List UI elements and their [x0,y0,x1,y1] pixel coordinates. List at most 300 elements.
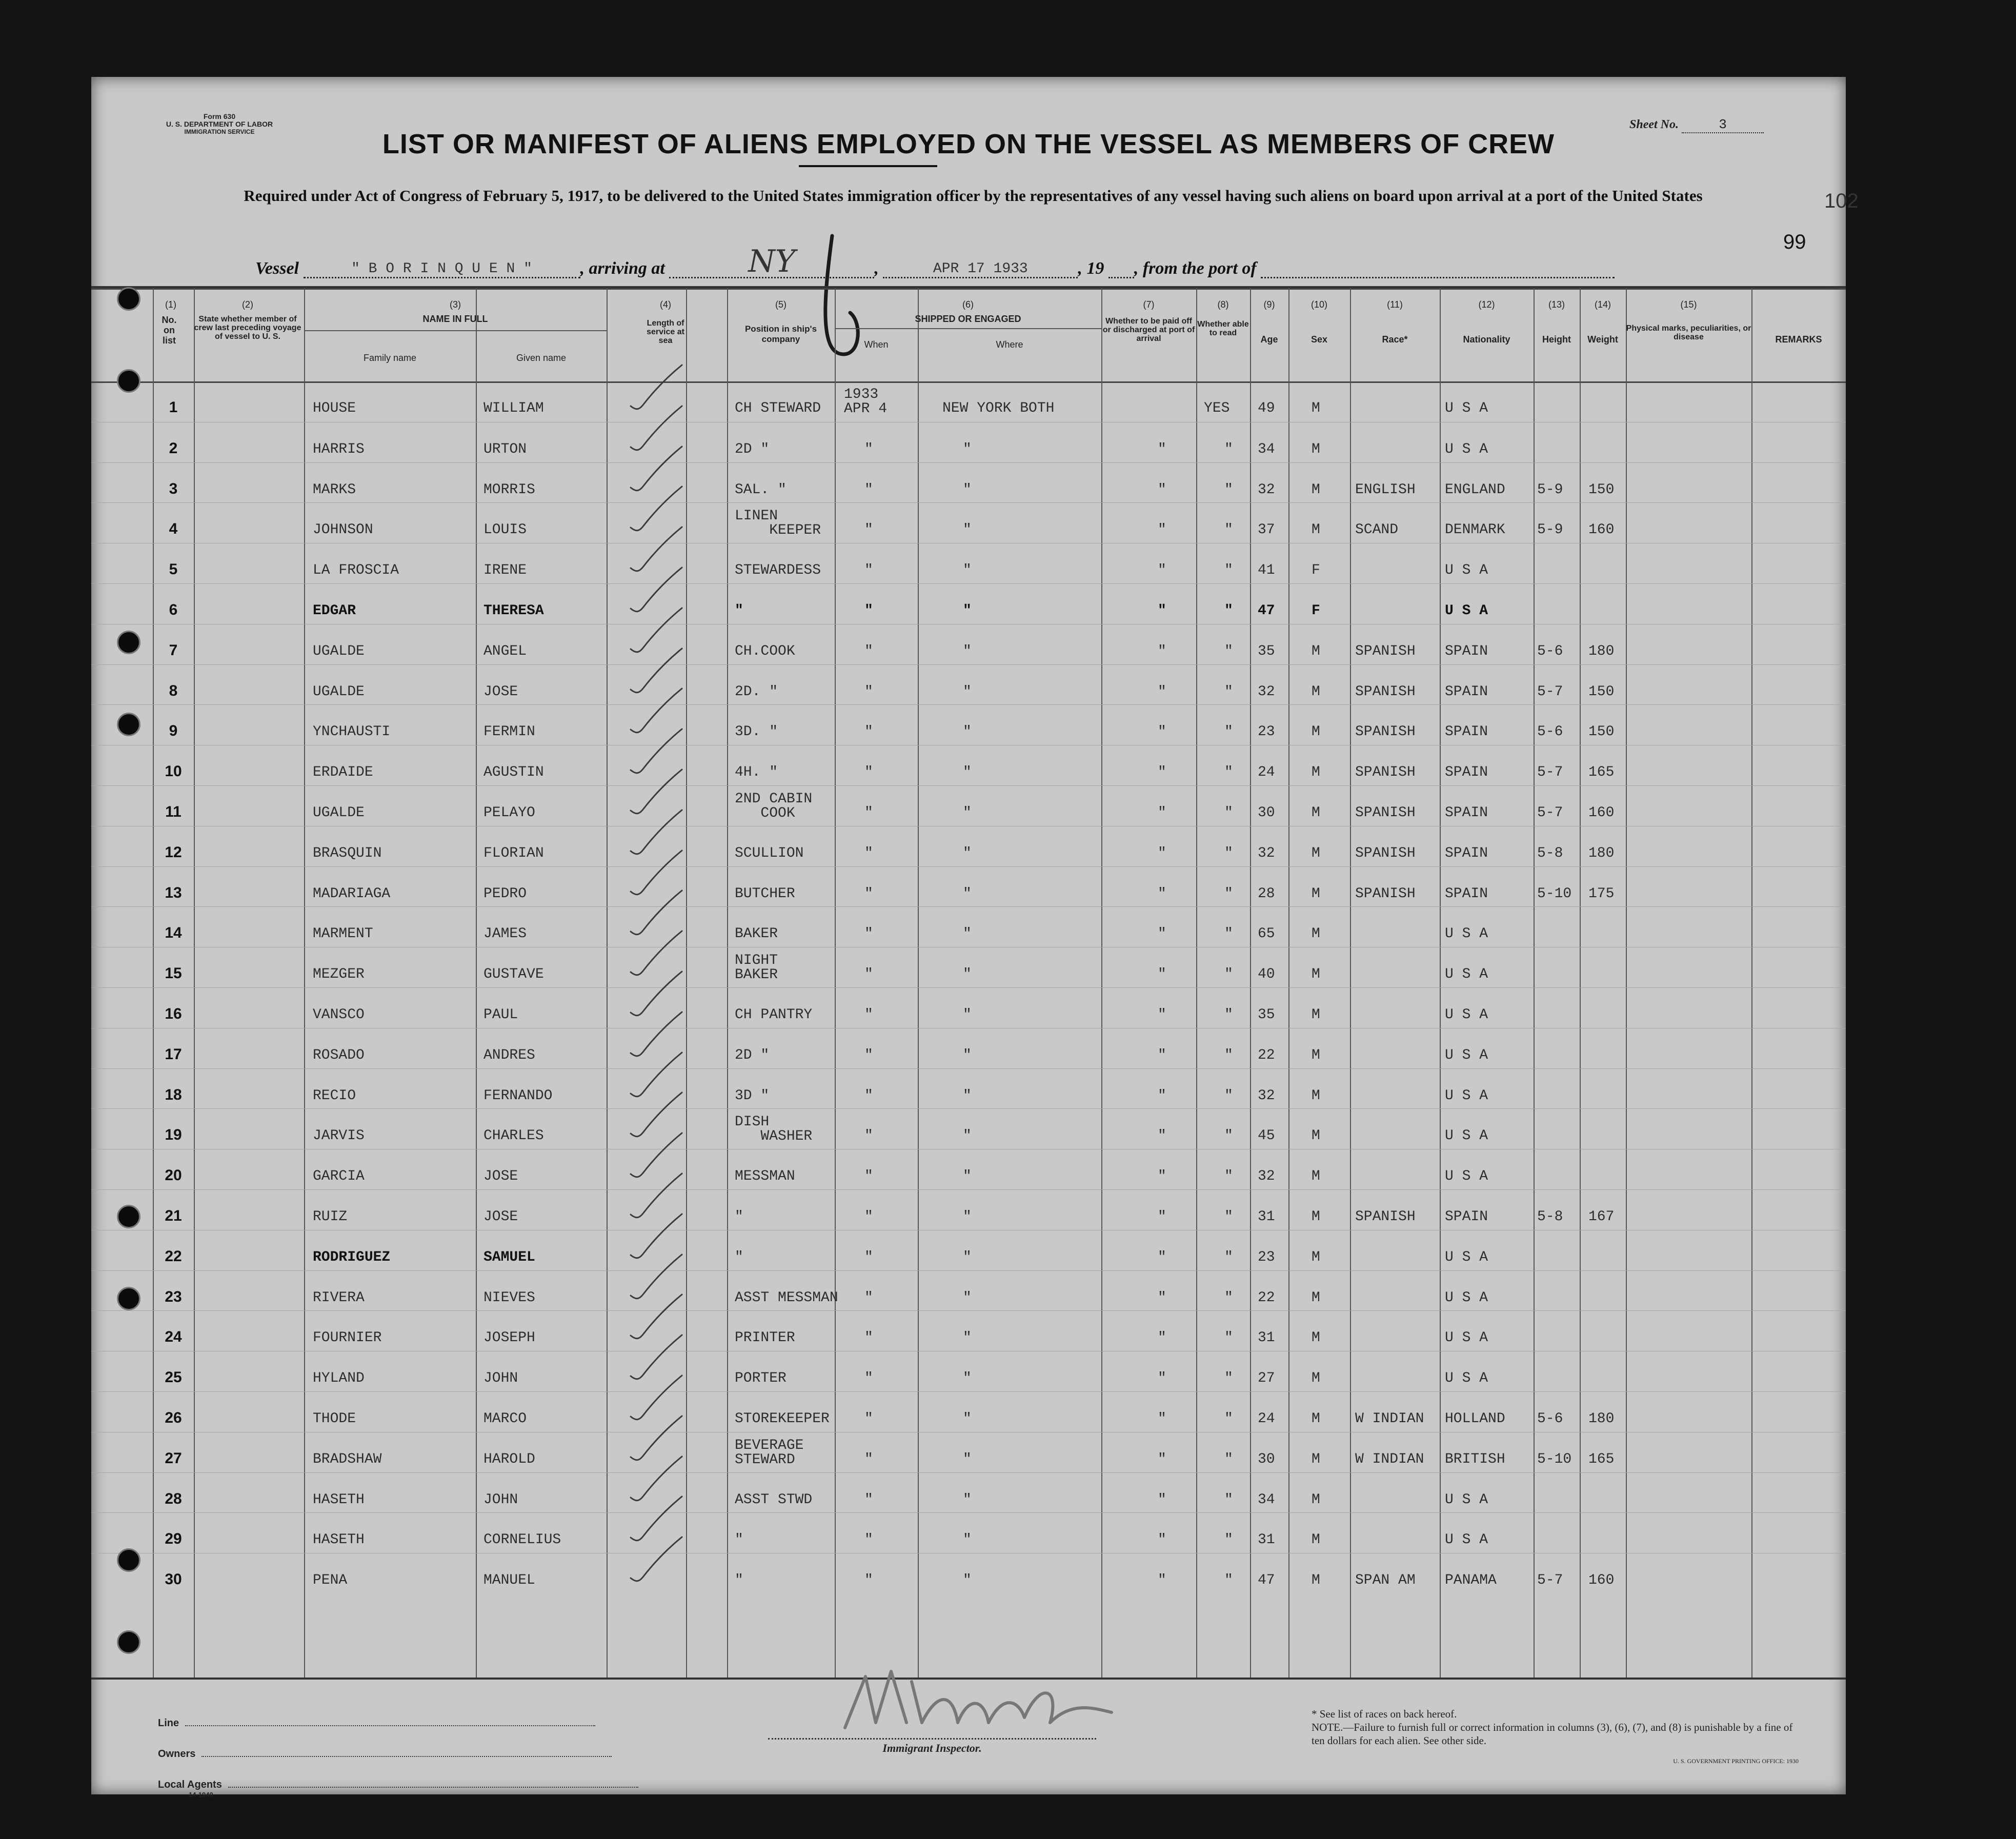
row-number: 3 [169,480,178,497]
sex-cell: M [1312,1087,1320,1104]
able-to-read-cell: " [1224,724,1233,740]
table-row [91,422,1846,462]
family-name-cell: MARKS [313,481,356,498]
shipped-where-cell: " [963,1249,972,1265]
col-remarks-header: REMARKS [1775,334,1822,345]
col-3-number: (3) [450,299,461,310]
age-cell: 24 [1258,1411,1275,1427]
col-age-header: Age [1260,334,1278,345]
shipped-when-cell: " [864,643,873,659]
paid-off-cell: " [1158,1451,1166,1467]
nationality-cell: U S A [1445,926,1488,942]
weight-cell: 150 [1588,481,1615,498]
shipped-where-cell: " [963,1007,972,1023]
table-row [91,1512,1846,1553]
height-cell: 5-6 [1537,724,1563,740]
nationality-cell: U S A [1445,1330,1488,1346]
position-cell: 2D. " [735,683,778,700]
age-cell: 27 [1258,1370,1275,1387]
race-cell: ENGLISH [1355,481,1416,498]
shipped-where-cell: " [963,441,972,457]
paid-off-cell: " [1158,1572,1166,1589]
family-name-cell: BRADSHAW [313,1451,382,1467]
footnote [1312,1707,1799,1768]
family-name-cell: EDGAR [313,603,356,619]
sex-cell: M [1312,805,1320,821]
sex-cell: M [1312,1047,1320,1063]
table-row [91,462,1846,503]
printer-line: U. S. GOVERNMENT PRINTING OFFICE: 1930 [1673,1757,1799,1765]
weight-cell: 165 [1588,1451,1615,1467]
shipped-where-cell: " [963,1330,972,1346]
row-number: 13 [165,884,182,901]
owners-field [158,1748,612,1760]
col-nationality-header: Nationality [1463,334,1510,345]
height-cell: 5-6 [1537,643,1563,659]
age-cell: 28 [1258,885,1275,902]
given-name-cell: JAMES [483,926,527,942]
shipped-where-cell: " [963,805,972,821]
age-cell: 31 [1258,1330,1275,1346]
given-name-cell: HAROLD [483,1451,535,1467]
position-cell: CH.COOK [735,643,795,659]
shipped-when-cell: " [864,1289,873,1306]
age-cell: 37 [1258,522,1275,538]
row-number: 2 [169,439,178,457]
position-cell: PRINTER [735,1330,795,1346]
table-row [91,502,1846,543]
row-number: 9 [169,722,178,740]
position-cell: " [735,603,743,619]
shipped-where-cell: " [963,1128,972,1144]
shipped-when-cell: " [864,522,873,538]
row-number: 22 [165,1247,182,1265]
col-service-length-header: Length of service at sea [647,319,684,345]
shipped-when-cell: " [864,885,873,902]
paid-off-cell: " [1158,643,1166,659]
position-cell: BEVERAGE STEWARD [735,1437,804,1468]
given-name-cell: WILLIAM [483,400,544,416]
family-name-cell: MARMENT [313,926,373,942]
shipped-where-cell: " [963,1491,972,1508]
shipped-where-cell: " [963,603,972,619]
col-2-number: (2) [242,299,253,310]
paid-off-cell: " [1158,1491,1166,1508]
race-cell: SPANISH [1355,1209,1416,1225]
able-to-read-cell: " [1224,1007,1233,1023]
row-number: 6 [169,601,178,618]
punch-hole [117,369,140,393]
family-name-cell: ROSADO [313,1047,365,1063]
family-name-cell: YNCHAUSTI [313,724,391,740]
agents-form-number: 14-1940 [189,1791,213,1798]
nationality-cell: U S A [1445,966,1488,983]
shipped-where-cell: " [963,926,972,942]
agents-field [158,1779,638,1798]
age-cell: 31 [1258,1209,1275,1225]
age-cell: 30 [1258,1451,1275,1467]
table-row [91,987,1846,1028]
family-name-cell: RECIO [313,1087,356,1104]
shipped-when-cell: " [864,1330,873,1346]
col-sex-header: Sex [1311,334,1328,345]
shipped-when-cell: " [864,1047,873,1063]
given-name-cell: LOUIS [483,522,527,538]
height-cell: 5-7 [1537,683,1563,700]
family-name-cell: JOHNSON [313,522,373,538]
row-number: 4 [169,520,178,538]
arrival-date-stamp: APR 17 1933 [883,261,1078,278]
shipped-when-cell: " [864,481,873,498]
race-cell: SPAN AM [1355,1572,1416,1589]
weight-cell: 167 [1588,1209,1615,1225]
position-cell: 2ND CABIN COOK [735,791,813,821]
age-cell: 30 [1258,805,1275,821]
col-11-number: (11) [1387,299,1403,310]
position-cell: LINEN KEEPER [735,508,821,539]
age-cell: 49 [1258,400,1275,416]
given-name-cell: CORNELIUS [483,1532,561,1548]
able-to-read-cell: " [1224,966,1233,983]
weight-cell: 150 [1588,683,1615,700]
sex-cell: M [1312,885,1320,902]
table-row [91,1432,1846,1472]
able-to-read-cell: " [1224,845,1233,861]
age-cell: 40 [1258,966,1275,983]
col-6-number: (6) [962,299,974,310]
race-cell: SPANISH [1355,805,1416,821]
nationality-cell: SPAIN [1445,885,1488,902]
col-race-header: Race* [1382,334,1408,345]
col-height-header: Height [1542,334,1571,345]
table-row [91,745,1846,785]
sex-cell: M [1312,481,1320,498]
position-cell: " [735,1572,743,1589]
race-cell: SPANISH [1355,764,1416,781]
shipped-when-cell: " [864,764,873,781]
age-cell: 32 [1258,481,1275,498]
age-cell: 47 [1258,603,1275,619]
shipped-when-cell: " [864,1128,873,1144]
able-to-read-cell: " [1224,1451,1233,1467]
able-to-read-cell: " [1224,805,1233,821]
family-name-cell: HARRIS [313,441,365,457]
shipped-where-cell: " [963,1168,972,1185]
position-cell: NIGHT BAKER [735,953,778,983]
able-to-read-cell: " [1224,1249,1233,1265]
sex-cell: M [1312,1128,1320,1144]
shipped-where-cell: " [963,764,972,781]
nationality-cell: BRITISH [1445,1451,1505,1467]
shipped-when-cell: " [864,603,873,619]
col-family-name-header: Family name [363,353,417,363]
family-name-cell: UGALDE [313,643,365,659]
able-to-read-cell: " [1224,926,1233,942]
weight-cell: 160 [1588,805,1615,821]
family-name-cell: MEZGER [313,966,365,983]
row-number: 14 [165,924,182,942]
given-name-cell: PAUL [483,1007,518,1023]
age-cell: 22 [1258,1047,1275,1063]
nationality-cell: U S A [1445,1491,1488,1508]
position-cell: " [735,1209,743,1225]
position-cell: " [735,1532,743,1548]
nationality-cell: PANAMA [1445,1572,1497,1589]
family-name-cell: UGALDE [313,683,365,700]
table-row [91,906,1846,947]
shipped-when-cell: " [864,562,873,579]
form-number: Form 630 [203,112,236,120]
race-cell: SPANISH [1355,724,1416,740]
col-no-on-list-header: No. on list [162,315,177,346]
height-cell: 5-9 [1537,481,1563,498]
weight-cell: 180 [1588,1411,1615,1427]
row-number: 25 [165,1369,182,1386]
sex-cell: M [1312,1532,1320,1548]
shipped-where-cell: " [963,885,972,902]
height-cell: 5-7 [1537,1572,1563,1589]
race-cell: SPANISH [1355,885,1416,902]
nationality-cell: SPAIN [1445,845,1488,861]
inspector-label: Immigrant Inspector. [768,1738,1096,1755]
sex-cell: F [1312,603,1320,619]
family-name-cell: RUIZ [313,1209,348,1225]
col-paid-off-header: Whether to be paid off or discharged at port of arrival [1102,317,1195,343]
sex-cell: F [1312,562,1320,579]
sex-cell: M [1312,643,1320,659]
paid-off-cell: " [1158,845,1166,861]
table-row [91,866,1846,907]
nationality-cell: U S A [1445,1289,1488,1306]
sex-cell: M [1312,764,1320,781]
position-cell: 2D " [735,441,770,457]
position-cell: 4H. " [735,764,778,781]
family-name-cell: HASETH [313,1491,365,1508]
sheet-number-label: Sheet No. [1629,118,1679,131]
col-8-number: (8) [1217,299,1229,310]
family-name-cell: FOURNIER [313,1330,382,1346]
height-cell: 5-7 [1537,805,1563,821]
position-cell: PORTER [735,1370,787,1387]
table-row [91,1189,1846,1230]
sex-cell: M [1312,1209,1320,1225]
nationality-cell: U S A [1445,603,1488,619]
shipped-where-cell: " [963,562,972,579]
shipped-when-cell: 1933 APR 4 [844,387,888,417]
table-row [91,1270,1846,1311]
year-label: 19 [1086,259,1104,278]
age-cell: 34 [1258,1491,1275,1508]
able-to-read-cell: " [1224,1087,1233,1104]
paid-off-cell: " [1158,926,1166,942]
sex-cell: M [1312,1411,1320,1427]
col-5-number: (5) [775,299,787,310]
race-cell: SCAND [1355,522,1399,538]
family-name-cell: PENA [313,1572,348,1589]
col-previous-voyage-header: State whether member of crew last preceding voyage of vessel to U. S. [194,315,301,341]
position-cell: STOREKEEPER [735,1411,830,1427]
punch-hole [117,713,140,736]
shipped-when-cell: " [864,926,873,942]
shipped-when-cell: " [864,1209,873,1225]
able-to-read-cell: " [1224,1370,1233,1387]
footnote-penalty: NOTE.—Failure to furnish full or correct information in columns (3), (6), (7), and (8) is punishable by a fine of ten dollars for each alien. See other side. [1312,1721,1793,1747]
paid-off-cell: " [1158,1128,1166,1144]
table-row [91,704,1846,745]
col-shipped-header: SHIPPED OR ENGAGED [915,314,1021,324]
family-name-cell: VANSCO [313,1007,365,1023]
given-name-cell: FLORIAN [483,845,544,861]
weight-cell: 160 [1588,522,1615,538]
sex-cell: M [1312,724,1320,740]
position-cell: " [735,1249,743,1265]
height-cell: 5-10 [1537,885,1572,902]
col-name-header: NAME IN FULL [422,314,488,324]
table-row [91,583,1846,624]
col-physical-marks-header: Physical marks, peculiarities, or disease [1626,324,1751,341]
nationality-cell: SPAIN [1445,805,1488,821]
paid-off-cell: " [1158,481,1166,498]
row-number: 8 [169,682,178,699]
row-number: 20 [165,1167,182,1184]
col-given-name-header: Given name [516,353,567,363]
paid-off-cell: " [1158,885,1166,902]
row-number: 1 [169,399,178,416]
from-port-label: from the port of [1142,259,1257,278]
shipped-where-cell: " [963,481,972,498]
table-row [91,1391,1846,1432]
able-to-read-cell: " [1224,764,1233,781]
age-cell: 32 [1258,1168,1275,1185]
arriving-label: arriving at [589,259,665,278]
able-to-read-cell: " [1224,1411,1233,1427]
position-cell: STEWARDESS [735,562,821,579]
shipped-where-cell: " [963,1370,972,1387]
position-cell: DISH WASHER [735,1114,813,1145]
footnote-races: * See list of races on back hereof. [1312,1708,1457,1720]
nationality-cell: U S A [1445,1168,1488,1185]
able-to-read-cell: " [1224,885,1233,902]
height-cell: 5-9 [1537,522,1563,538]
able-to-read-cell: " [1224,683,1233,700]
table-row [91,1149,1846,1189]
row-number: 23 [165,1288,182,1305]
title-underline [799,165,937,167]
table-row [91,1310,1846,1351]
paid-off-cell: " [1158,562,1166,579]
row-number: 18 [165,1086,182,1103]
nationality-cell: SPAIN [1445,1209,1488,1225]
shipped-where-cell: " [963,1532,972,1548]
nationality-cell: U S A [1445,1370,1488,1387]
row-number: 11 [165,803,182,820]
row-number: 5 [169,561,178,578]
nationality-cell: U S A [1445,1087,1488,1104]
shipped-when-cell: " [864,441,873,457]
nationality-cell: DENMARK [1445,522,1505,538]
given-name-cell: NIEVES [483,1289,535,1306]
row-number: 16 [165,1005,182,1022]
paid-off-cell: " [1158,805,1166,821]
given-name-cell: JOSE [483,1209,518,1225]
position-cell: BAKER [735,926,778,942]
paid-off-cell: " [1158,1087,1166,1104]
row-number: 15 [165,965,182,982]
agents-label: Local Agents [158,1779,222,1790]
family-name-cell: BRASQUIN [313,845,382,861]
table-row [91,1472,1846,1513]
able-to-read-cell: " [1224,1047,1233,1063]
paid-off-cell: " [1158,724,1166,740]
from-port-value [1261,277,1615,278]
table-row [91,1068,1846,1109]
paid-off-cell: " [1158,1249,1166,1265]
col-position-header: Position in ship's company [744,324,817,344]
shipped-when-cell: " [864,683,873,700]
nationality-cell: U S A [1445,562,1488,579]
sex-cell: M [1312,522,1320,538]
age-cell: 35 [1258,643,1275,659]
shipped-when-cell: " [864,966,873,983]
age-cell: 47 [1258,1572,1275,1589]
shipped-where-cell: " [963,1289,972,1306]
shipped-where-cell: " [963,683,972,700]
row-number: 7 [169,641,178,659]
nationality-cell: U S A [1445,1532,1488,1548]
sex-cell: M [1312,1330,1320,1346]
margin-sequence-number: 99 [1783,231,1806,253]
given-name-cell: JOHN [483,1370,518,1387]
shipped-when-cell: " [864,1491,873,1508]
nationality-cell: HOLLAND [1445,1411,1505,1427]
age-cell: 65 [1258,926,1275,942]
sex-cell: M [1312,441,1320,457]
document-subtitle: Required under Act of Congress of February 5, 1917, to be delivered to the United States immigration officer by the representatives of any vessel having such aliens on board upon arrival at a port of the United States [244,187,1703,205]
given-name-cell: MORRIS [483,481,535,498]
paid-off-cell: " [1158,764,1166,781]
paid-off-cell: " [1158,441,1166,457]
able-to-read-cell: " [1224,441,1233,457]
family-name-cell: HYLAND [313,1370,365,1387]
col-14-number: (14) [1594,299,1611,310]
given-name-cell: CHARLES [483,1128,544,1144]
paid-off-cell: " [1158,683,1166,700]
position-cell: 3D. " [735,724,778,740]
row-number: 24 [165,1328,182,1346]
table-row [91,381,1846,421]
nationality-cell: U S A [1445,1007,1488,1023]
position-cell: SAL. " [735,481,787,498]
shipped-when-cell: " [864,1007,873,1023]
weight-cell: 180 [1588,643,1615,659]
line-label: Line [158,1717,179,1729]
paid-off-cell: " [1158,1007,1166,1023]
able-to-read-cell: " [1224,1532,1233,1548]
shipped-where-cell: NEW YORK BOTH [942,400,1055,416]
family-name-cell: HOUSE [313,400,356,416]
weight-cell: 160 [1588,1572,1615,1589]
shipped-when-cell: " [864,845,873,861]
sex-cell: M [1312,1007,1320,1023]
sex-cell: M [1312,1572,1320,1589]
shipped-where-cell: " [963,845,972,861]
given-name-cell: THERESA [483,603,544,619]
position-cell: CH STEWARD [735,400,821,416]
table-row [91,543,1846,583]
shipped-when-cell: " [864,1087,873,1104]
shipped-when-cell: " [864,1370,873,1387]
given-name-cell: SAMUEL [483,1249,535,1265]
